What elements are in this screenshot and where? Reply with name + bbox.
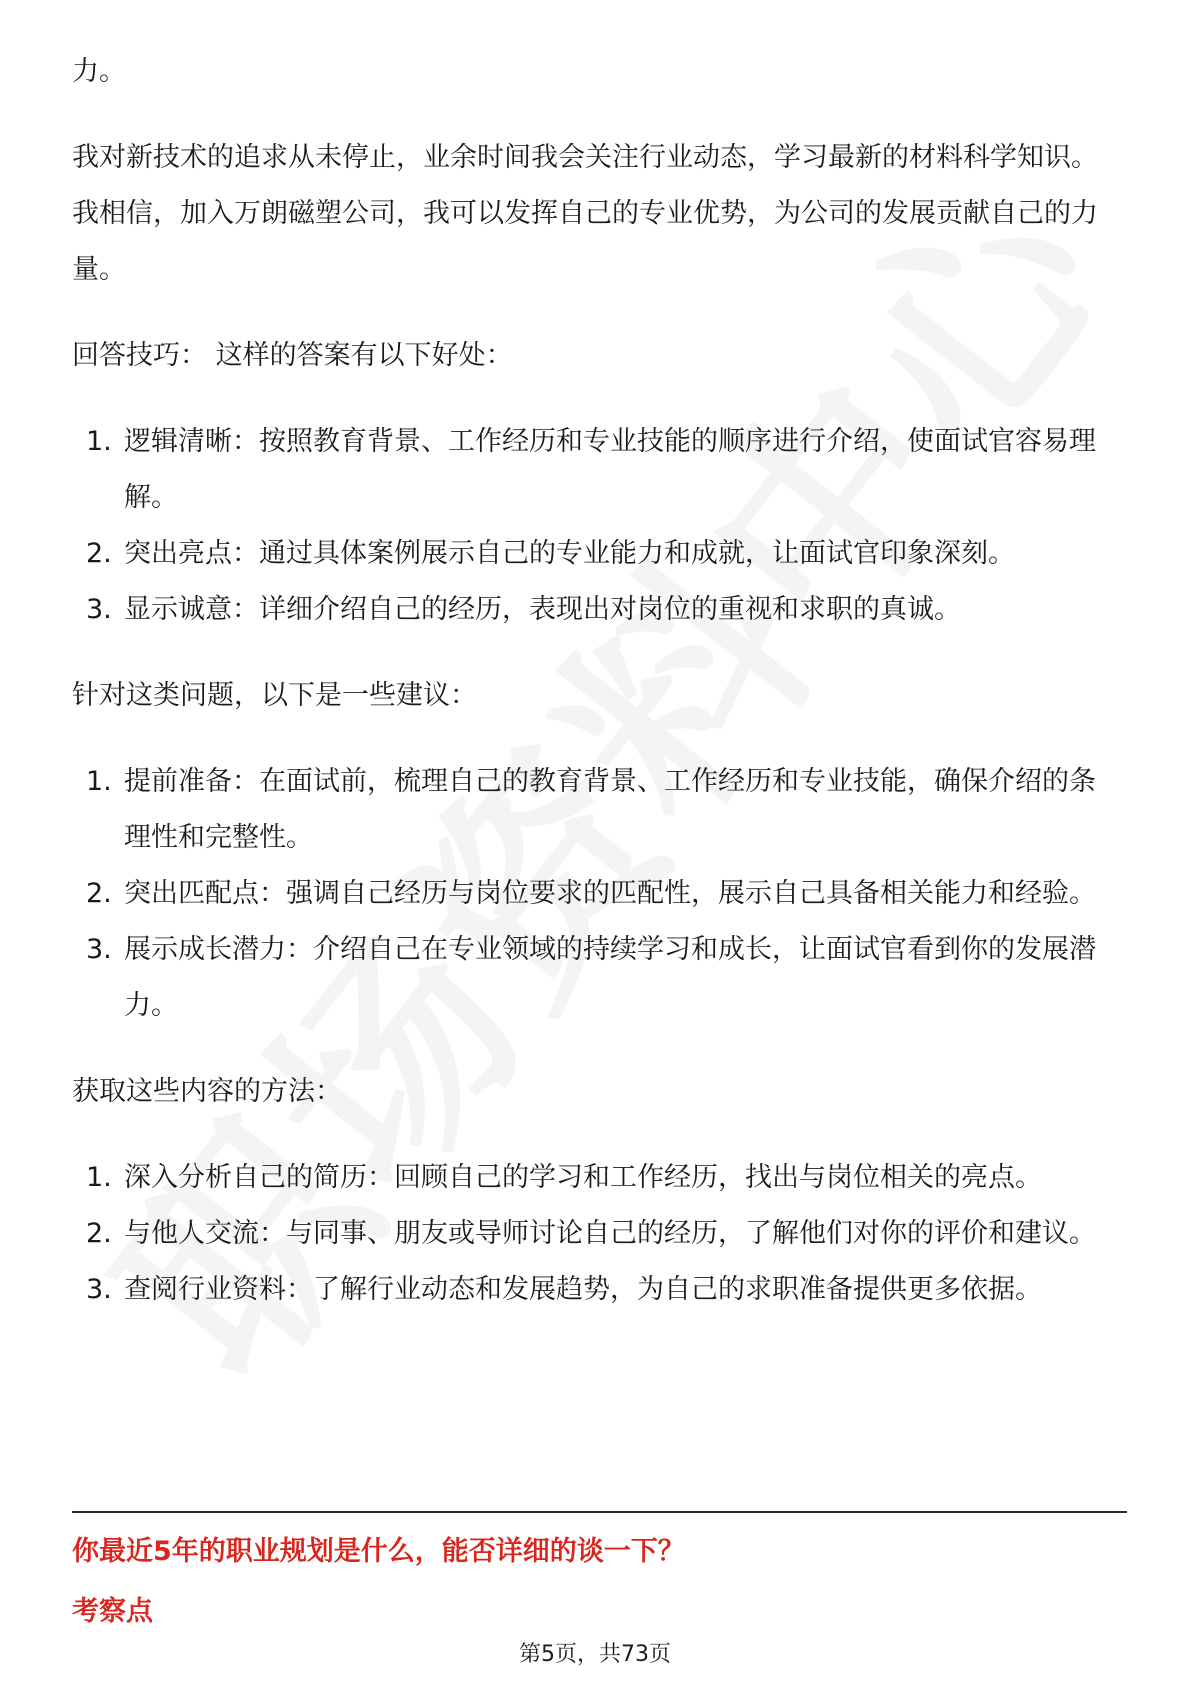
list-item bbox=[72, 414, 1122, 526]
list-text: 突出匹配点：强调自己经历与岗位要求的匹配性，展示自己具备相关能力和经验。 bbox=[124, 878, 1096, 909]
advice-list bbox=[72, 754, 1122, 1034]
list-text: 查阅行业资料：了解行业动态和发展趋势，为自己的求职准备提供更多依据。 bbox=[124, 1274, 1042, 1305]
list-item bbox=[72, 1150, 1122, 1206]
list-item bbox=[72, 922, 1122, 1034]
intro-line: 力。 bbox=[72, 56, 126, 87]
tips-heading: 回答技巧： 这样的答案有以下好处： bbox=[72, 340, 513, 371]
list-item bbox=[72, 866, 1122, 922]
methods-heading: 获取这些内容的方法： bbox=[72, 1076, 342, 1107]
list-number: 1. bbox=[86, 1162, 112, 1193]
list-number: 3. bbox=[86, 594, 112, 625]
list-number: 2. bbox=[86, 878, 112, 909]
list-text: 显示诚意：详细介绍自己的经历，表现出对岗位的重视和求职的真诚。 bbox=[124, 594, 961, 625]
list-number: 3. bbox=[86, 1274, 112, 1305]
list-text: 逻辑清晰：按照教育背景、工作经历和专业技能的顺序进行介绍，使面试官容易理解。 bbox=[124, 426, 1096, 513]
list-number: 1. bbox=[86, 766, 112, 797]
document-body bbox=[72, 44, 1122, 1318]
list-number: 3. bbox=[86, 934, 112, 965]
tips-list bbox=[72, 414, 1122, 638]
next-question-subhead: 考察点 bbox=[72, 1596, 153, 1627]
page-number: 第5页，共73页 bbox=[519, 1642, 671, 1667]
list-item bbox=[72, 582, 1122, 638]
list-number: 2. bbox=[86, 538, 112, 569]
list-item bbox=[72, 1262, 1122, 1318]
intro-paragraph: 我对新技术的追求从未停止，业余时间我会关注行业动态，学习最新的材料科学知识。我相信，加入万朗磁塑公司，我可以发挥自己的专业优势，为公司的发展贡献自己的力量。 bbox=[72, 142, 1098, 285]
list-item bbox=[72, 526, 1122, 582]
list-text: 深入分析自己的简历：回顾自己的学习和工作经历，找出与岗位相关的亮点。 bbox=[124, 1162, 1042, 1193]
advice-heading: 针对这类问题，以下是一些建议： bbox=[72, 680, 477, 711]
list-text: 展示成长潜力：介绍自己在专业领域的持续学习和成长，让面试官看到你的发展潜力。 bbox=[124, 934, 1096, 1021]
list-number: 1. bbox=[86, 426, 112, 457]
list-number: 2. bbox=[86, 1218, 112, 1249]
list-text: 与他人交流：与同事、朋友或导师讨论自己的经历，了解他们对你的评价和建议。 bbox=[124, 1218, 1096, 1249]
methods-list bbox=[72, 1150, 1122, 1318]
section-divider bbox=[72, 1511, 1127, 1513]
list-item bbox=[72, 1206, 1122, 1262]
list-text: 突出亮点：通过具体案例展示自己的专业能力和成就，让面试官印象深刻。 bbox=[124, 538, 1015, 569]
next-question-title: 你最近5年的职业规划是什么，能否详细的谈一下？ bbox=[72, 1536, 685, 1567]
list-text: 提前准备：在面试前，梳理自己的教育背景、工作经历和专业技能，确保介绍的条理性和完整性。 bbox=[124, 766, 1096, 853]
list-item bbox=[72, 754, 1122, 866]
